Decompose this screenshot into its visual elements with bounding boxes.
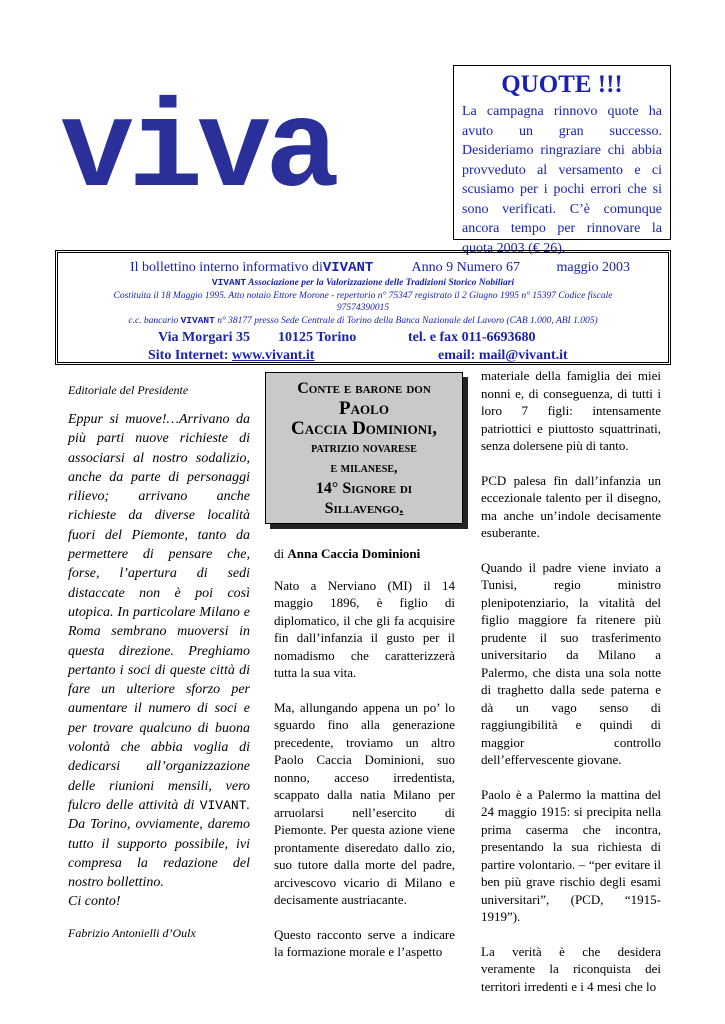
article-paragraph-3: Questo racconto serve a indicare la formazione morale e l’aspetto — [274, 926, 455, 959]
bank-brand: VIVANT — [180, 314, 215, 326]
editorial-label: Editoriale del Presidente — [68, 383, 189, 397]
quote-title: QUOTE !!! — [501, 71, 623, 98]
issue-number: Anno 9 Numero 67 — [411, 260, 520, 275]
quote-text: La campagna rinnovo quote ha avuto un gran successo. Desideriamo ringraziare chi abbia provveduto al versamento e ci scusiamo per i pochi errori che si sono verificati. C’è comunque ancora tempo per rinnovare la quota 2003 (€ 26). — [462, 104, 662, 256]
title-line-1: Conte e barone don — [297, 380, 431, 397]
title-line-4: patrizio novarese — [311, 441, 417, 456]
article-paragraph-7: Paolo è a Palermo la mattina del 24 maggio 1915: si precipita nella prima caserma che incontra, presentando la sua richiesta di partire volontario. – “per evitare il ben più grave rischio degli esami universitari”, (PCD, “1915-1919”). — [481, 786, 661, 924]
address-line — [58, 329, 668, 347]
website-label: Sito Internet: — [148, 348, 232, 363]
editorial-closing: Ci conto! — [68, 894, 121, 910]
editorial-text-part-b: . Da Torino, ovviamente, daremo tutto il supporto possibile, ivi compresa la redazione del nostro bollettino. — [68, 797, 250, 891]
street-address: Via Morgari 35 — [158, 330, 251, 345]
bulletin-header — [55, 250, 671, 365]
association-line — [58, 277, 668, 290]
article-byline — [274, 545, 455, 563]
editorial-brand: VIVANT — [199, 797, 247, 813]
article-paragraph-6: Quando il padre viene inviato a Tunisi, regio ministro plenipotenziario, la vitalità del figlio maggiore fa ritenere più prudente il suo trasferimento universitario da Milano a Palermo, che dista una sola notte di traghetto dalla sede paterna e dà un vago senso di raggiungibilità e quindi di maggior controllo dell’effervescente giovane. — [481, 559, 661, 767]
quote-notice-box — [453, 65, 671, 256]
bulletin-label — [96, 259, 380, 277]
association-brand: VIVANT — [211, 277, 247, 288]
article-paragraph-2: Ma, allungando appena un po’ lo sguardo fino alla generazione precedente, troviamo un altro Paolo Caccia Dominioni, suo nonno, acceso irredentista, scappato dalla natia Milano per arruolarsi nell’esercito di Piemonte. Per questa azione viene prontamente diseredato dallo zio, suo tutore dalla morte del padre, arcivescovo vicario di Milano e decisamente austriacante. — [274, 699, 455, 907]
title-line-6: 14° Signore di — [315, 480, 413, 497]
bulletin-text: Il bollettino interno informativo di — [130, 260, 323, 275]
article-paragraph-4: materiale della famiglia dei miei nonni e, di conseguenza, di tutti i loro 7 figli: intensamente patriottici e piuttosto squattrinati, senza dolersene più di tanto. — [481, 368, 661, 453]
editorial-column — [68, 383, 250, 941]
website-link[interactable]: www.vivant.it — [232, 348, 315, 363]
article-paragraph-1: Nato a Nerviano (MI) il 14 maggio 1896, è figlio di diplomatico, il che gli fa acquisire fin dall’infanzia il gusto per il nomadismo che caratterizzerà tutta la sua vita. — [274, 577, 455, 680]
bulletin-info-line — [58, 259, 668, 277]
byline-author: Anna Caccia Dominioni — [287, 546, 421, 561]
email-address[interactable]: email: mail@vivant.it — [438, 348, 568, 363]
byline-prefix: di — [274, 546, 288, 561]
title-line-7 — [266, 499, 462, 519]
article-paragraph-8: La verità è che desidera veramente la riconquista dei territori irredenti e i 4 mesi che lo — [481, 943, 661, 994]
article-column-right — [481, 367, 661, 1012]
article-column-middle — [274, 545, 455, 978]
title-line-2: Paolo — [339, 398, 389, 419]
title-line-5: e milanese, — [330, 461, 398, 476]
title-sillavengo: Sillavengo — [324, 500, 400, 517]
article-title-box — [265, 372, 463, 524]
bank-line — [58, 315, 668, 328]
article-paragraph-5: PCD palesa fin dall’infanzia un eccezionale talento per il disegno, ma anche un’indole decisamente esuberante. — [481, 472, 661, 540]
title-dot: . — [399, 500, 404, 517]
masthead-logo: viva — [60, 83, 334, 223]
editorial-signature: Fabrizio Antonielli d’Oulx — [68, 925, 196, 940]
website — [148, 347, 438, 365]
city-address: 10125 Torino — [278, 330, 357, 345]
bank-details: n° 38177 presso Sede Centrale di Torino della Banca Nazionale del Lavoro (CAB 1.000, ABI 1.005) — [214, 315, 598, 326]
title-line-3: Caccia Dominioni, — [290, 418, 437, 439]
editorial-text — [68, 410, 250, 892]
association-name: Associazione per la Valorizzazione delle Tradizioni Storico Nobiliari — [246, 278, 515, 288]
phone-fax: tel. e fax 011-6693680 — [408, 330, 536, 345]
editorial-text-part-a: Eppur si muove!…Arrivano da più parti nuove richieste di associarsi al nostro sodalizio, anche da parte di personaggi rilievo; arrivano anche richieste da diverse località fuori del Piemonte, tanto da permettere di pensare che, forse, l’apertura di sedi distaccate non è poi così utopica. In particolare Milano e Roma sembrano muoversi in questa direzione. Preghiamo pertanto i soci di queste città di fare un ulteriore sforzo per aumentare il numero di soci e per trovare qualcuno di buona volontà che abbia voglia di dedicarsi all’organizzazione delle riunioni mensili, vero fulcro delle attività di — [68, 412, 250, 813]
bank-prefix: c.c. bancario — [128, 315, 181, 326]
contact-line — [58, 347, 668, 365]
issue-date: maggio 2003 — [556, 260, 630, 275]
brand-name: VIVANT — [322, 260, 374, 276]
founding-line: Costituita il 18 Maggio 1995. Atto notaio Ettore Morone - repertorio n° 75347 registrato il 2 Giugno 1995 n° 15397 Codice fiscale 97574390015 — [113, 290, 613, 313]
